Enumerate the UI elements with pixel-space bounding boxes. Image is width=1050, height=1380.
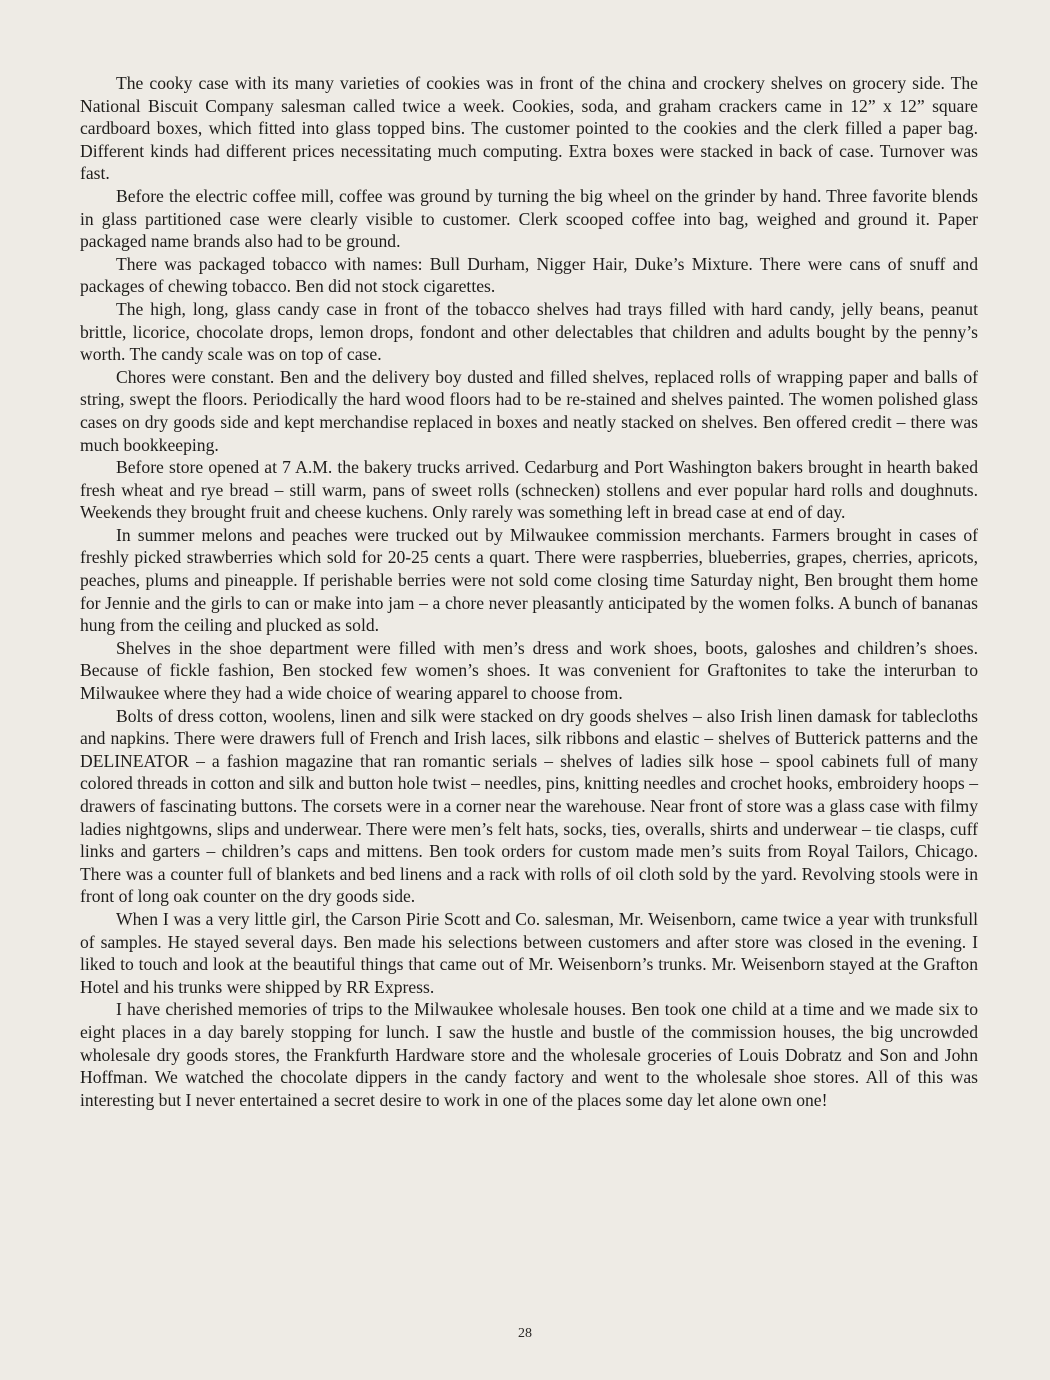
paragraph-cooky-case: The cooky case with its many varieties of cookies was in front of the china and crockery shelves on grocery side. The National Biscuit Company salesman called twice a week. Cookies, soda, and graham crackers came in 12” x 12” square cardboard boxes, which fitted into glass topped bins. The customer pointed to the cookies and the clerk filled a paper bag. Different kinds had different prices necessitating much computing. Extra boxes were stacked in back of case. Turnover was fast.	[80, 73, 978, 184]
paragraph-tobacco: There was packaged tobacco with names: Bull Durham, Nigger Hair, Duke’s Mixture. There were cans of snuff and packages of chewing tobacco. Ben did not stock cigarettes.	[80, 253, 978, 297]
paragraph-shoe-department: Shelves in the shoe department were filled with men’s dress and work shoes, boots, galoshes and children’s shoes. Because of fickle fashion, Ben stocked few women’s shoes. It was convenient for Graftonites to take the interurban to Milwaukee where they had a wide choice of wearing apparel to choose from.	[80, 637, 978, 704]
paragraph-coffee-mill: Before the electric coffee mill, coffee was ground by turning the big wheel on the grinder by hand. Three favorite blends in glass partitioned case were clearly visible to customer. Clerk scooped coffee into bag, weighed and ground it. Paper packaged name brands also had to be ground.	[80, 185, 978, 252]
paragraph-summer-fruit: In summer melons and peaches were trucked out by Milwaukee commission merchants. Farmers brought in cases of freshly picked strawberries which sold for 20-25 cents a quart. There were raspberries, blueberries, grapes, cherries, apricots, peaches, plums and pineapple. If perishable berries were not sold come closing time Saturday night, Ben brought them home for Jennie and the girls to can or make into jam – a chore never pleasantly anticipated by the women folks. A bunch of bananas hung from the ceiling and plucked as sold.	[80, 524, 978, 636]
body-text	[80, 72, 978, 1111]
paragraph-salesman: When I was a very little girl, the Carson Pirie Scott and Co. salesman, Mr. Weisenborn, came twice a year with trunksfull of samples. He stayed several days. Ben made his selections between customers and after store was closed in the evening. I liked to touch and look at the beautiful things that came out of Mr. Weisenborn’s trunks. Mr. Weisenborn stayed at the Grafton Hotel and his trunks were shipped by RR Express.	[80, 908, 978, 997]
paragraph-candy-case: The high, long, glass candy case in front of the tobacco shelves had trays filled with hard candy, jelly beans, peanut brittle, licorice, chocolate drops, lemon drops, fondont and other delectables that children and adults bought by the penny’s worth. The candy scale was on top of case.	[80, 298, 978, 365]
page-number: 28	[518, 1326, 532, 1341]
paragraph-bakery: Before store opened at 7 A.M. the bakery trucks arrived. Cedarburg and Port Washington bakers brought in hearth baked fresh wheat and rye bread – still warm, pans of sweet rolls (schnecken) stollens and ever popular hard rolls and doughnuts. Weekends they brought fruit and cheese kuchens. Only rarely was something left in bread case at end of day.	[80, 457, 978, 523]
paragraph-wholesale-trips: I have cherished memories of trips to the Milwaukee wholesale houses. Ben took one child at a time and we made six to eight places in a day barely stopping for lunch. I saw the hustle and bustle of the commission houses, the big uncrowded wholesale dry goods stores, the Frankfurth Hardware store and the wholesale groceries of Louis Dobratz and Son and John Hoffman. We watched the chocolate dippers in the candy factory and went to the wholesale shoe stores. All of this was interesting but I never entertained a secret desire to work in one of the places some day let alone own one!	[80, 999, 978, 1110]
paragraph-chores: Chores were constant. Ben and the delivery boy dusted and filled shelves, replaced rolls of wrapping paper and balls of string, swept the floors. Periodically the hard wood floors had to be re-stained and shelves painted. The women polished glass cases on dry goods side and kept merchandise replaced in boxes and neatly stacked on shelves. Ben offered credit – there was much bookkeeping.	[80, 366, 978, 455]
paragraph-dry-goods: Bolts of dress cotton, woolens, linen and silk were stacked on dry goods shelves – also Irish linen damask for tablecloths and napkins. There were drawers full of French and Irish laces, silk ribbons and elastic – shelves of Butterick patterns and the DELINEATOR – a fashion magazine that ran romantic serials – shelves of ladies silk hose – spool cabinets full of many colored threads in cotton and silk and button hole twist – needles, pins, knitting needles and crochet hooks, embroidery hoops – drawers of fascinating buttons. The corsets were in a corner near the warehouse. Near front of store was a glass case with filmy ladies nightgowns, slips and underwear. There were men’s felt hats, socks, ties, overalls, shirts and underwear – tie clasps, cuff links and garters – children’s caps and mittens. Ben took orders for custom made men’s suits from Royal Tailors, Chicago. There was a counter full of blankets and bed linens and a rack with rolls of oil cloth sold by the yard. Revolving stools were in front of long oak counter on the dry goods side.	[80, 705, 978, 907]
